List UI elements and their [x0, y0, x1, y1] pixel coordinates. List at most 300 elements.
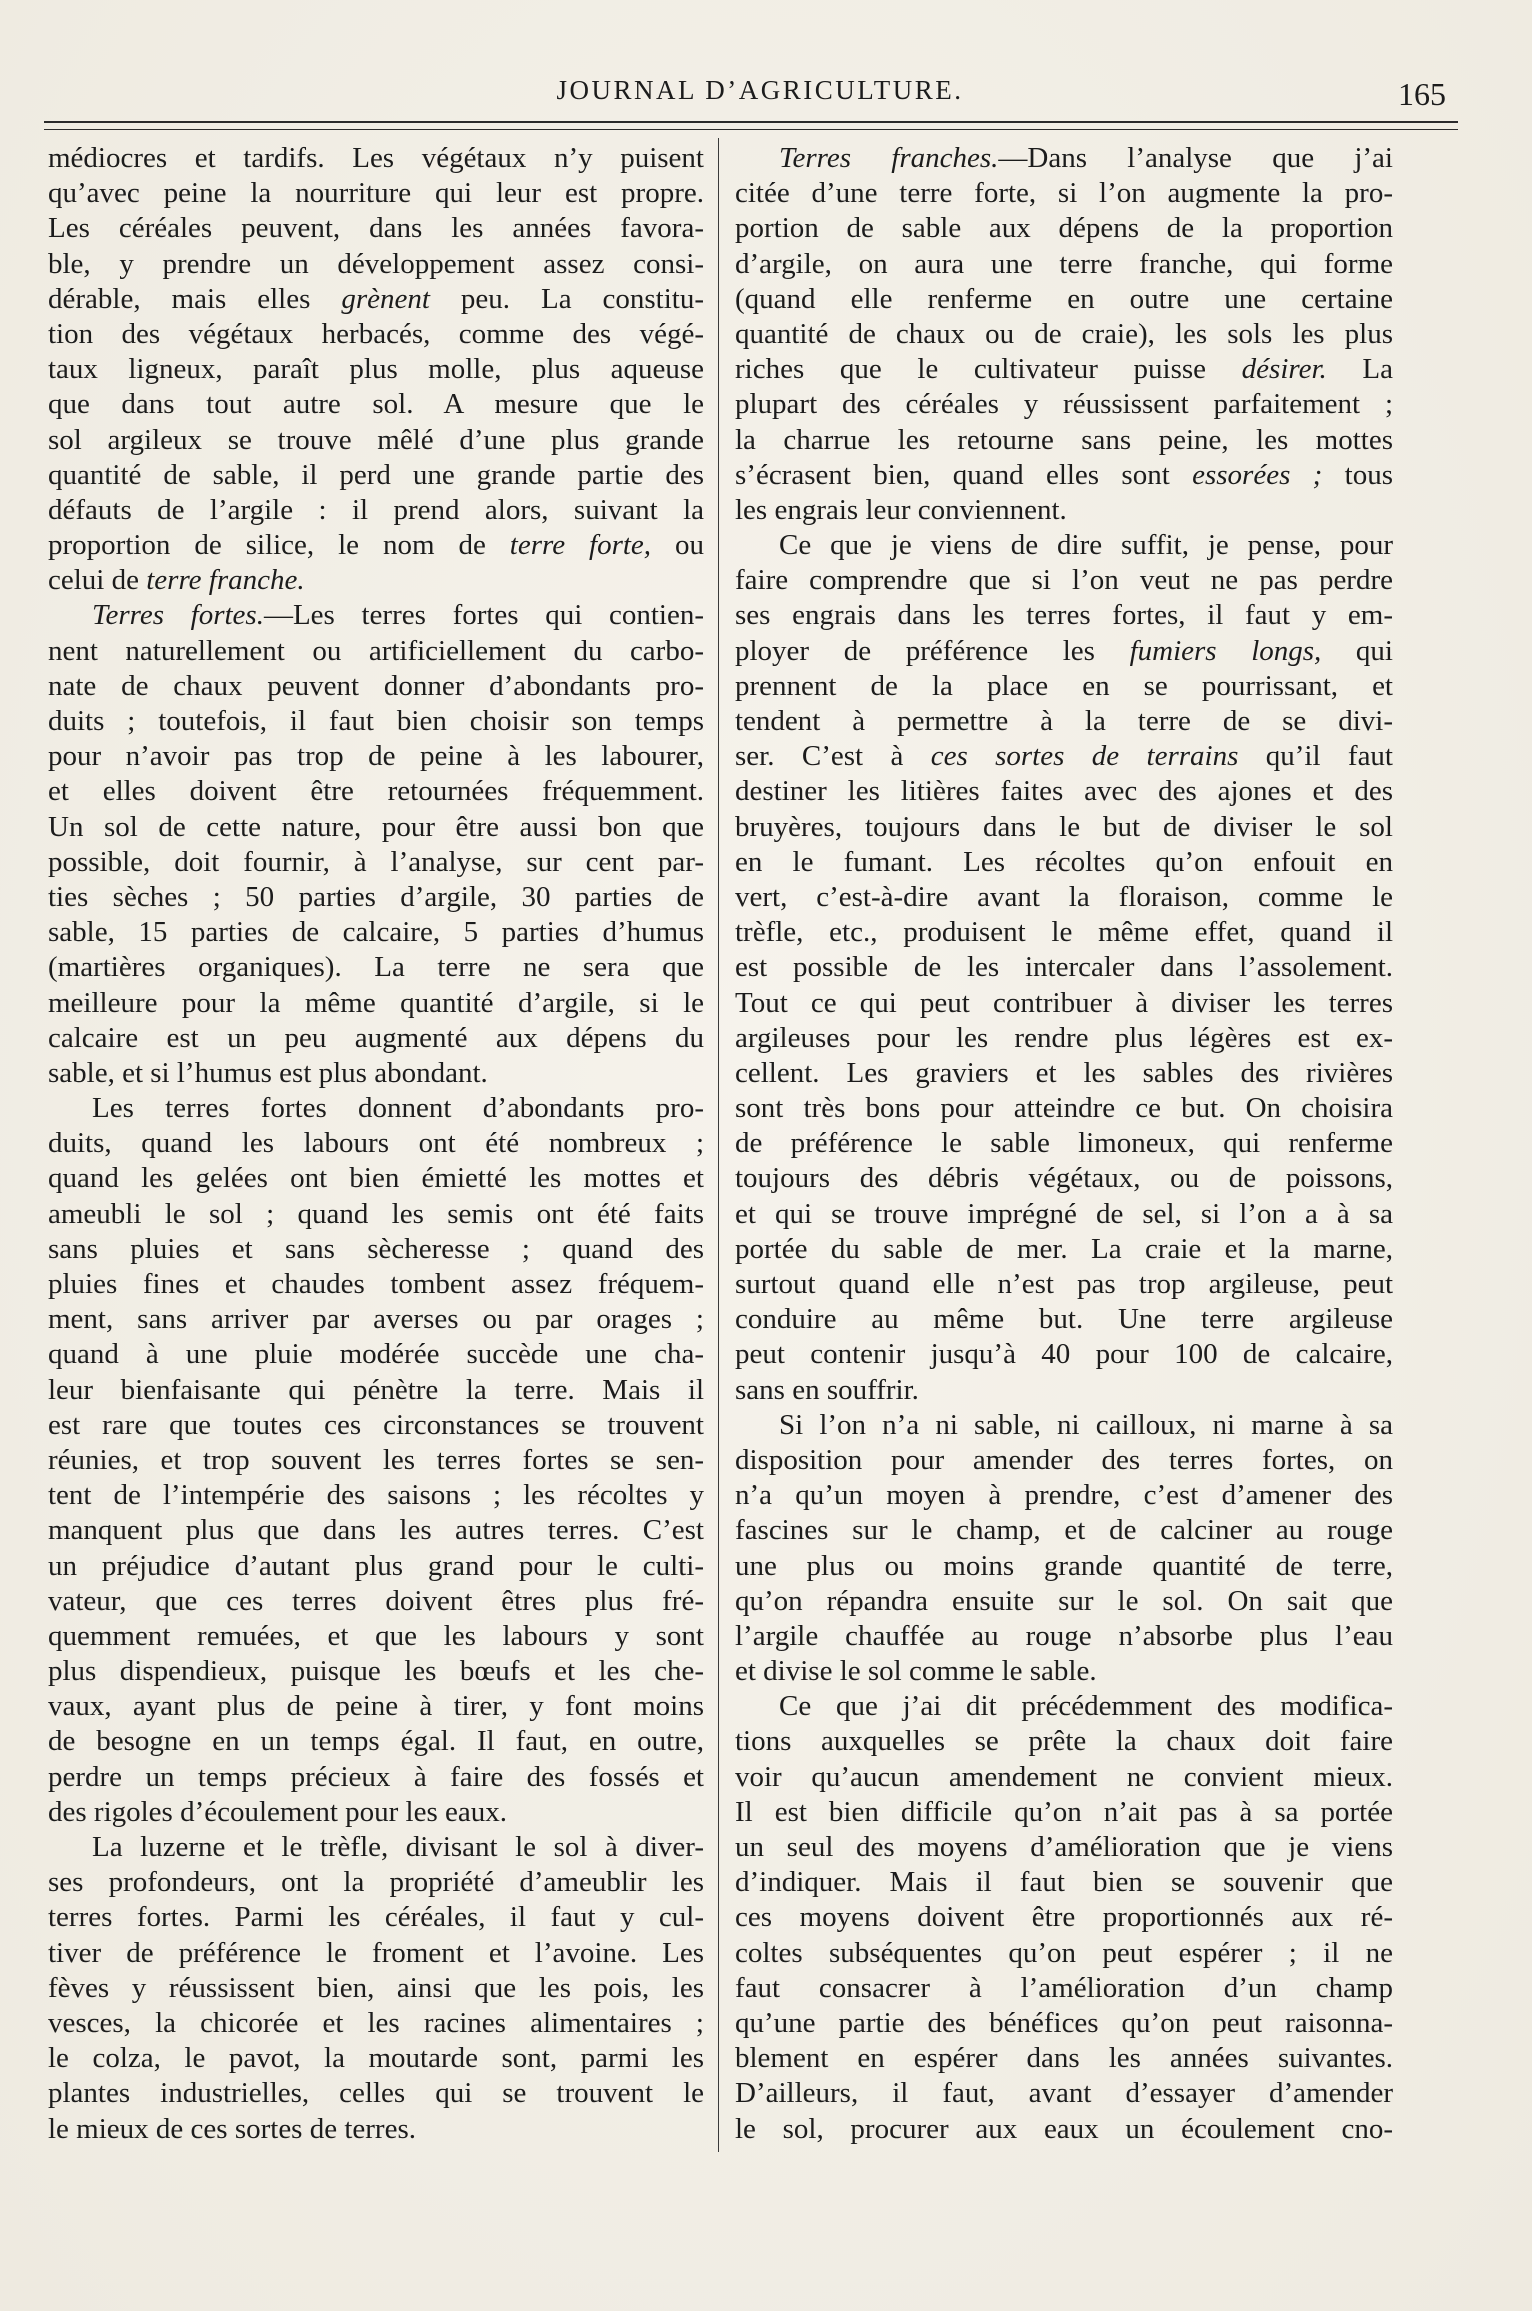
line-text [48, 1620, 704, 1652]
text-line [48, 1971, 704, 2006]
line-text [735, 1901, 1393, 1933]
line-text [735, 1374, 919, 1406]
line-text [735, 248, 1393, 280]
text-line [735, 1654, 1393, 1689]
line-text [735, 424, 1393, 456]
text-line [735, 2076, 1393, 2111]
text-run: réunies, et trop souvent les terres fortes se sen- [48, 1443, 704, 1476]
text-line [735, 528, 1393, 563]
line-text [48, 1937, 704, 1969]
line-text [48, 1725, 704, 1757]
text-line [735, 1197, 1393, 1232]
text-run: argileuses pour les rendre plus légères est ex- [735, 1021, 1393, 1054]
line-text [779, 1409, 1393, 1441]
text-run: ble, y prendre un développement assez consi- [48, 247, 704, 280]
text-line [735, 1689, 1393, 1724]
text-line [48, 1724, 704, 1759]
text-line [735, 950, 1393, 985]
line-text [48, 1127, 704, 1159]
text-run: ou [651, 529, 704, 562]
text-run: tion des végétaux herbacés, comme des végé- [48, 317, 704, 350]
text-run: et elles doivent être retournées fréquemment. [48, 775, 704, 808]
text-run: Les terres fortes donnent d’abondants pro- [92, 1092, 704, 1125]
text-run: terres fortes. Parmi les céréales, il faut y cul- [48, 1901, 704, 1934]
text-line [735, 1091, 1393, 1126]
text-run: tendent à permettre à la terre de se divi- [735, 705, 1393, 737]
text-run: d’indiquer. Mais il faut bien se souvenir que [735, 1866, 1393, 1899]
text-run: et divise le sol comme le sable. [735, 1655, 1097, 1688]
text-line [735, 598, 1393, 633]
line-text [48, 1338, 704, 1370]
text-run: faut consacrer à l’amélioration d’un champ [735, 1971, 1393, 2004]
text-run: perdre un temps précieux à faire des fossés et [48, 1760, 704, 1793]
text-line [735, 1900, 1393, 1935]
line-text [735, 1022, 1393, 1054]
text-run: plupart des céréales y réussissent parfaitement ; [735, 388, 1393, 421]
text-line [48, 493, 704, 528]
line-text [735, 283, 1393, 315]
page-number: 165 [1398, 76, 1446, 112]
text-line [48, 563, 704, 598]
text-line [735, 1619, 1393, 1654]
text-run: peu. La constitu- [429, 282, 704, 315]
text-run: riches que le cultivateur puisse [735, 353, 1242, 386]
text-line [735, 986, 1393, 1021]
text-line [48, 1408, 704, 1443]
text-run: ties sèches ; 50 parties d’argile, 30 parties de [48, 880, 704, 913]
running-head-title: JOURNAL D’AGRICULTURE. [556, 75, 964, 105]
line-text [92, 599, 704, 631]
text-line [735, 1795, 1393, 1830]
line-text [735, 1514, 1393, 1546]
italic-text-run: fumiers longs, [1129, 634, 1322, 667]
text-line [735, 2112, 1393, 2147]
text-run: est rare que toutes ces circonstances se trouvent [48, 1408, 704, 1441]
text-line [48, 915, 704, 950]
italic-text-run: ces sortes de terrains [930, 740, 1239, 773]
text-run: toujours des débris végétaux, ou de poissons, [735, 1162, 1393, 1195]
line-text [48, 1514, 704, 1546]
text-line [735, 739, 1393, 774]
text-line [48, 2112, 704, 2147]
text-run: conduire au même but. Une terre argileuse [735, 1303, 1393, 1336]
line-text [48, 2042, 704, 2074]
text-run: La [1326, 353, 1393, 386]
line-text [48, 2007, 704, 2039]
line-text [48, 1162, 704, 1194]
text-line [48, 739, 704, 774]
text-run: ser. C’est à [735, 740, 931, 773]
text-run: prennent de la place en se pourrissant, et [735, 669, 1393, 702]
text-line [735, 1865, 1393, 1900]
text-run: plus dispendieux, puisque les bœufs et les che- [48, 1655, 704, 1688]
line-text [48, 212, 704, 244]
line-text [48, 846, 704, 878]
text-run: duits ; toutefois, il faut bien choisir son temps [48, 705, 704, 737]
line-text [48, 987, 704, 1019]
text-line [735, 1337, 1393, 1372]
text-run: médiocres et tardifs. Les végétaux n’y puisent [48, 142, 704, 174]
line-text [735, 318, 1393, 350]
text-run: (martières organiques). La terre ne sera que [48, 951, 704, 984]
line-text [735, 1796, 1393, 1828]
text-line [48, 1091, 704, 1126]
text-run: un préjudice d’autant plus grand pour le culti- [48, 1549, 704, 1582]
line-text [735, 705, 1393, 737]
text-line [735, 1760, 1393, 1795]
line-text [735, 846, 1393, 878]
line-text [48, 740, 704, 772]
text-run: fèves y réussissent bien, ainsi que les pois, les [48, 1971, 704, 2004]
text-run: que dans tout autre sol. A mesure que le [48, 388, 704, 421]
text-run: trèfle, etc., produisent le même effet, quand il [735, 916, 1393, 949]
line-text [48, 424, 704, 456]
text-line [48, 1337, 704, 1372]
header-rule-thin [44, 129, 1458, 130]
line-text [48, 775, 704, 807]
text-line [735, 774, 1393, 809]
line-text [48, 1479, 704, 1511]
line-text [735, 916, 1393, 948]
line-text [48, 248, 704, 280]
italic-text-run: Terres franches. [779, 142, 999, 174]
text-run: vaux, ayant plus de peine à tirer, y font moins [48, 1690, 704, 1723]
line-text [92, 1831, 704, 1863]
text-line [48, 1267, 704, 1302]
line-text [735, 1338, 1393, 1370]
text-run: possible, doit fournir, à l’analyse, sur cent par- [48, 845, 704, 878]
text-line [735, 352, 1393, 387]
text-run: coltes subséquentes qu’on peut espérer ; il ne [735, 1936, 1393, 1969]
text-run: vert, c’est-à-dire avant la floraison, comme le [735, 880, 1393, 913]
text-run: d’argile, on aura une terre franche, qui forme [735, 247, 1393, 280]
text-line [48, 2006, 704, 2041]
text-line [735, 563, 1393, 598]
text-run: —Les terres fortes qui contien- [263, 599, 704, 632]
text-line [735, 1971, 1393, 2006]
text-line [48, 247, 704, 282]
line-text [48, 564, 305, 596]
text-run: D’ailleurs, il faut, avant d’essayer d’amender [735, 2077, 1393, 2110]
text-line [735, 2006, 1393, 2041]
text-line [48, 352, 704, 387]
line-text [48, 2077, 704, 2109]
text-run: quantité de sable, il perd une grande partie des [48, 458, 704, 491]
line-text [735, 1444, 1393, 1476]
text-line [48, 774, 704, 809]
line-text [735, 599, 1393, 631]
header-rule-thick [44, 121, 1458, 123]
text-line [735, 493, 1393, 528]
text-line [735, 1021, 1393, 1056]
line-text [735, 1162, 1393, 1194]
text-line [48, 1232, 704, 1267]
text-line [735, 1936, 1393, 1971]
text-run: calcaire est un peu augmenté aux dépens du [48, 1021, 704, 1054]
text-line [48, 1126, 704, 1161]
text-line [48, 1654, 704, 1689]
text-line [735, 423, 1393, 458]
text-run: qu’il faut [1238, 740, 1393, 773]
text-line [735, 1373, 1393, 1408]
text-line [48, 1619, 704, 1654]
text-run: vesces, la chicorée et les racines alimentaires ; [48, 2006, 704, 2039]
text-run: et qui se trouve imprégné de sel, si l’on a à sa [735, 1197, 1393, 1230]
text-line [735, 1549, 1393, 1584]
text-line [48, 317, 704, 352]
text-line [735, 141, 1393, 176]
text-line [48, 1161, 704, 1196]
line-text [735, 353, 1393, 385]
text-line [48, 986, 704, 1021]
text-run: qu’on répandra ensuite sur le sol. On sait que [735, 1584, 1393, 1617]
text-line [735, 1724, 1393, 1759]
text-run: le mieux de ces sortes de terres. [48, 2112, 416, 2145]
text-line [48, 176, 704, 211]
text-line [48, 1478, 704, 1513]
line-text [48, 459, 704, 491]
line-text [735, 1725, 1393, 1757]
line-text [735, 494, 1067, 526]
line-text [48, 811, 704, 843]
line-text [48, 529, 704, 561]
text-run: en le fumant. Les récoltes qu’on enfouit en [735, 845, 1393, 878]
text-run: leur bienfaisante qui pénètre la terre. Mais il [48, 1373, 704, 1406]
text-line [735, 915, 1393, 950]
text-run: qu’avec peine la nourriture qui leur est propre. [48, 177, 704, 210]
text-line [735, 810, 1393, 845]
text-run: bruyères, toujours dans le but de diviser le sol [735, 810, 1393, 843]
line-text [735, 811, 1393, 843]
line-text [735, 1761, 1393, 1793]
text-run: Il est bien difficile qu’on n’ait pas à sa portée [735, 1795, 1393, 1828]
line-text [48, 1901, 704, 1933]
text-line [48, 1830, 704, 1865]
line-text [48, 494, 704, 526]
text-run: nate de chaux peuvent donner d’abondants pro- [48, 669, 704, 702]
text-run: Ce que j’ai dit précédemment des modifica- [779, 1690, 1393, 1723]
text-line [735, 282, 1393, 317]
text-line [48, 1302, 704, 1337]
line-text [92, 1092, 704, 1124]
line-text [48, 670, 704, 702]
line-text [735, 1585, 1393, 1617]
text-line [48, 1549, 704, 1584]
line-text [735, 1303, 1393, 1335]
text-line [48, 141, 704, 176]
text-run: sable, 15 parties de calcaire, 5 parties d’humus [48, 916, 704, 949]
line-text [735, 2077, 1393, 2109]
text-run: surtout quand elle n’est pas trop argileuse, peut [735, 1268, 1393, 1300]
line-text [48, 177, 704, 209]
line-text [48, 1233, 704, 1265]
text-line [735, 704, 1393, 739]
text-line [48, 2041, 704, 2076]
line-text [735, 1972, 1393, 2004]
text-run: meilleure pour la même quantité d’argile, si le [48, 986, 704, 1019]
line-text [48, 1374, 704, 1406]
line-text [735, 1198, 1393, 1230]
text-line [48, 423, 704, 458]
text-run: un seul des moyens d’amélioration que je viens [735, 1831, 1393, 1863]
text-line [48, 1021, 704, 1056]
text-run: est possible de les intercaler dans l’assolement. [735, 951, 1393, 984]
text-run: quand les gelées ont bien émietté les mottes et [48, 1162, 704, 1195]
line-text [735, 1831, 1393, 1863]
text-line [48, 211, 704, 246]
text-line [48, 880, 704, 915]
line-text [48, 1761, 704, 1793]
text-line [48, 950, 704, 985]
line-text [48, 705, 704, 737]
text-line [48, 1865, 704, 1900]
line-text [735, 388, 1393, 420]
text-line [735, 845, 1393, 880]
text-run: blement en espérer dans les années suivantes. [735, 2042, 1393, 2075]
text-run: ployer de préférence les [735, 634, 1130, 667]
text-line [48, 1197, 704, 1232]
text-run: la charrue les retourne sans peine, les mottes [735, 423, 1393, 456]
text-run: ment, sans arriver par averses ou par orages ; [48, 1303, 704, 1336]
text-run: s’écrasent bien, quand elles sont [735, 458, 1193, 491]
line-text [735, 1655, 1097, 1687]
line-text [48, 1690, 704, 1722]
text-run: plantes industrielles, celles qui se trouvent le [48, 2077, 704, 2110]
line-text [735, 635, 1393, 667]
line-text [48, 1057, 488, 1089]
right-column [735, 141, 1393, 2147]
line-text [735, 1268, 1393, 1300]
text-line [735, 1478, 1393, 1513]
text-line [48, 810, 704, 845]
line-text [48, 1796, 507, 1828]
text-line [735, 2041, 1393, 2076]
line-text [779, 529, 1393, 561]
line-text [48, 1022, 704, 1054]
text-run: ses profondeurs, ont la propriété d’ameublir les [48, 1866, 704, 1899]
line-text [735, 951, 1393, 983]
text-line [48, 458, 704, 493]
text-run: citée d’une terre forte, si l’on augmente la pro- [735, 177, 1393, 210]
line-text [735, 564, 1393, 596]
text-line [735, 1161, 1393, 1196]
text-line [48, 1760, 704, 1795]
text-run: de besogne en un temps égal. Il faut, en outre, [48, 1725, 704, 1758]
text-line [735, 669, 1393, 704]
text-run: des rigoles d’écoulement pour les eaux. [48, 1795, 508, 1828]
text-line [48, 528, 704, 563]
text-line [735, 1232, 1393, 1267]
line-text [735, 1620, 1393, 1652]
text-run: ses engrais dans les terres fortes, il faut y em- [735, 599, 1393, 632]
line-text [48, 1444, 704, 1476]
line-text [48, 1866, 704, 1898]
text-line [48, 1584, 704, 1619]
line-text [735, 2007, 1393, 2039]
italic-text-run: grènent [341, 282, 430, 315]
text-line [735, 211, 1393, 246]
line-text [735, 740, 1393, 772]
text-run: ces moyens doivent être proportionnés aux ré- [735, 1901, 1393, 1934]
text-line [48, 1795, 704, 1830]
text-line [48, 1513, 704, 1548]
line-text [735, 1057, 1393, 1089]
text-run: ameubli le sol ; quand les semis ont été faits [48, 1197, 704, 1230]
text-run: faire comprendre que si l’on veut ne pas perdre [735, 564, 1393, 597]
text-run: vateur, que ces terres doivent êtres plus fré- [48, 1584, 704, 1617]
line-text [48, 916, 704, 948]
italic-text-run: terre franche. [146, 564, 305, 597]
text-line [48, 1900, 704, 1935]
text-line [48, 282, 704, 317]
text-line [735, 1584, 1393, 1619]
text-line [735, 176, 1393, 211]
text-run: nent naturellement ou artificiellement du carbo- [48, 634, 704, 667]
text-line [735, 1513, 1393, 1548]
text-line [48, 634, 704, 669]
text-line [48, 598, 704, 633]
text-run: quand à une pluie modérée succède une cha- [48, 1338, 704, 1371]
text-run: tions auxquelles se prête la chaux doit faire [735, 1725, 1393, 1758]
text-line [48, 845, 704, 880]
line-text [48, 1268, 704, 1300]
text-run: n’a qu’un moyen à prendre, c’est d’amener des [735, 1479, 1393, 1512]
text-run: portée du sable de mer. La craie et la marne, [735, 1232, 1393, 1265]
text-line [735, 1443, 1393, 1478]
text-run: proportion de silice, le nom de [48, 529, 510, 562]
text-run: destiner les litières faites avec des ajones et des [735, 775, 1393, 808]
line-text [735, 2042, 1393, 2074]
text-run: sol argileux se trouve mêlé d’une plus grande [48, 423, 704, 456]
line-text [48, 142, 704, 174]
text-run: celui de [48, 564, 147, 597]
text-run: manquent plus que dans les autres terres. C’est [48, 1514, 704, 1547]
line-text [48, 1585, 704, 1617]
text-run: voir qu’aucun amendement ne convient mieux. [735, 1760, 1393, 1793]
italic-text-run: terre forte, [509, 529, 652, 562]
line-text [735, 1937, 1393, 1969]
line-text [735, 2113, 1393, 2145]
text-line [48, 2076, 704, 2111]
text-line [48, 704, 704, 739]
line-text [735, 1092, 1393, 1124]
text-line [48, 1936, 704, 1971]
text-run: —Dans l’analyse que j’ai [998, 142, 1393, 174]
line-text [735, 987, 1393, 1019]
text-line [48, 1373, 704, 1408]
text-run: taux ligneux, paraît plus molle, plus aqueuse [48, 353, 704, 386]
text-run: sable, et si l’humus est plus abondant. [48, 1056, 488, 1089]
text-line [735, 458, 1393, 493]
italic-text-run: Terres fortes. [92, 599, 264, 632]
text-run: défauts de l’argile : il prend alors, suivant la [48, 493, 704, 526]
italic-text-run: désirer. [1241, 353, 1327, 386]
text-run: duits, quand les labours ont été nombreux ; [48, 1127, 704, 1160]
text-line [48, 669, 704, 704]
line-text [48, 353, 704, 385]
text-line [735, 634, 1393, 669]
text-run: tous [1322, 458, 1394, 491]
text-run: tiver de préférence le froment et l’avoine. Les [48, 1936, 704, 1969]
text-run: cellent. Les graviers et les sables des rivières [735, 1056, 1393, 1089]
line-text [735, 1866, 1393, 1898]
line-text [779, 1690, 1393, 1722]
line-text [735, 775, 1393, 807]
text-run: pour n’avoir pas trop de peine à les labourer, [48, 740, 704, 773]
text-run: disposition pour amender des terres fortes, on [735, 1443, 1393, 1476]
line-text [48, 318, 704, 350]
text-line [735, 880, 1393, 915]
